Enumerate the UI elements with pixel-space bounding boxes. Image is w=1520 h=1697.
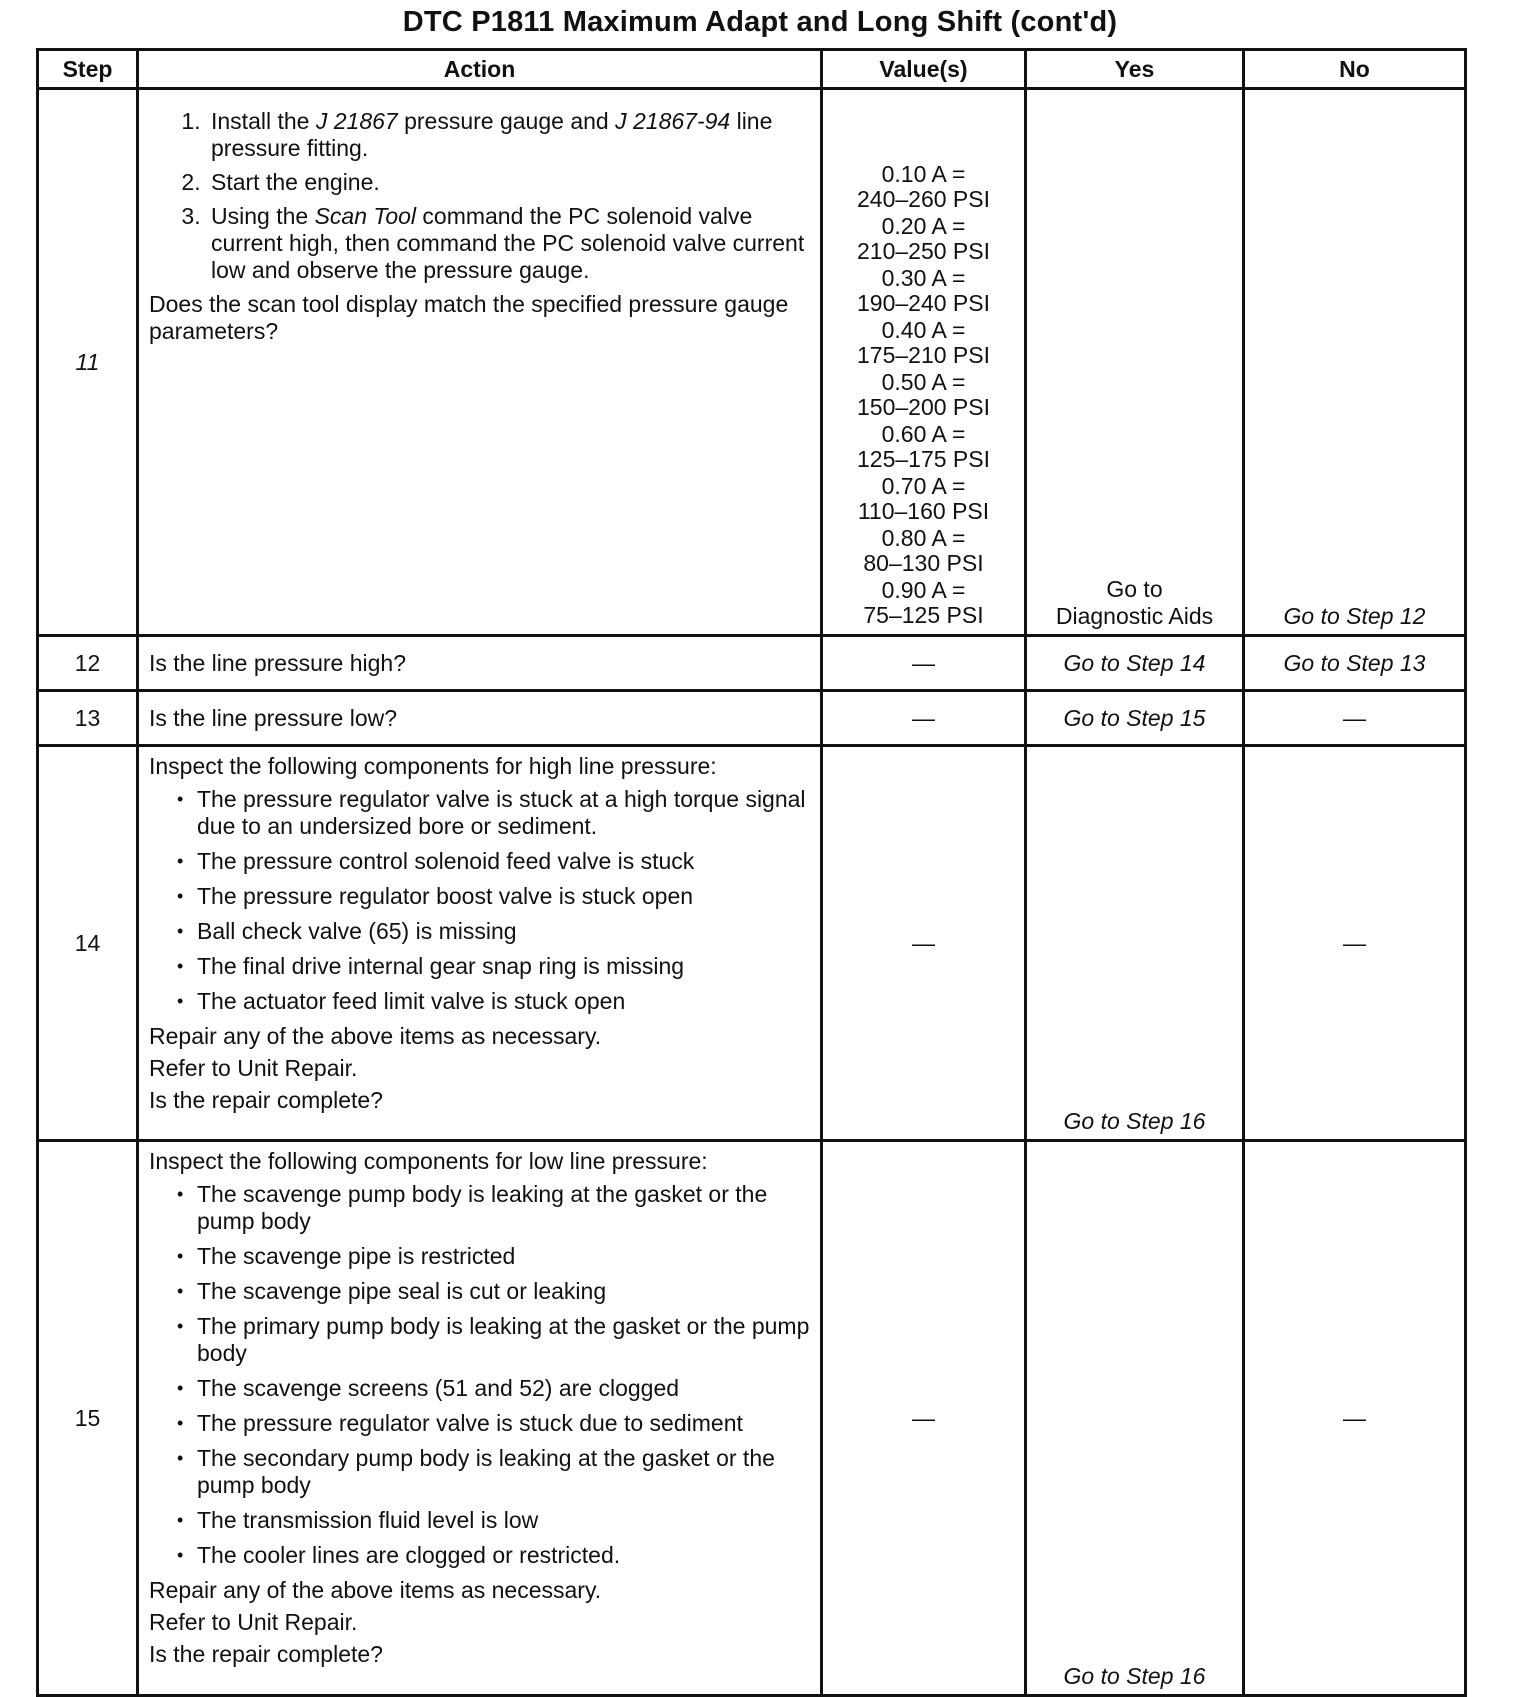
pressure-range: 80–130 PSI	[863, 550, 984, 576]
table-header-row	[38, 50, 1466, 89]
list-item-text: The scavenge screens (51 and 52) are clogged	[197, 1375, 680, 1401]
list-item-text: The pressure regulator valve is stuck due to sediment	[197, 1410, 743, 1436]
values-cell: —	[822, 691, 1026, 746]
step-number: 13	[38, 691, 138, 746]
current-value: 0.70 A =	[881, 473, 966, 499]
list-item	[177, 1542, 810, 1569]
pressure-value-item	[823, 526, 1024, 576]
procedure-item: 2. Start the engine.	[207, 169, 810, 196]
current-value: 0.60 A =	[881, 421, 966, 447]
list-item	[177, 1375, 810, 1402]
bullet-icon: •	[177, 1545, 184, 1565]
list-item-text: The pressure control solenoid feed valve is stuck	[197, 848, 695, 874]
header-action: Action	[138, 50, 822, 89]
no-cell: —	[1244, 1141, 1466, 1696]
header-values: Value(s)	[822, 50, 1026, 89]
current-value: 0.80 A =	[881, 525, 966, 551]
tool-name: Scan Tool	[314, 203, 417, 229]
list-item-text: The cooler lines are clogged or restricted.	[197, 1542, 621, 1568]
diagnostic-table	[36, 48, 1467, 1697]
pressure-value-item	[823, 578, 1024, 628]
header-yes: Yes	[1026, 50, 1244, 89]
table-row-step-14	[38, 746, 1466, 1141]
yes-cell: Go to Step 16	[1026, 1141, 1244, 1696]
yes-text: Go to	[1106, 576, 1163, 602]
current-value: 0.50 A =	[881, 369, 966, 395]
table-row-step-15	[38, 1141, 1466, 1696]
pressure-value-item	[823, 318, 1024, 368]
pressure-range: 240–260 PSI	[856, 186, 990, 212]
current-value: 0.10 A =	[881, 161, 966, 187]
list-item-text: The pressure regulator valve is stuck at a high torque signal due to an undersized bore or sediment.	[197, 786, 806, 839]
component-list	[149, 786, 810, 1015]
pressure-value-item	[823, 370, 1024, 420]
action-cell: Is the line pressure high?	[138, 636, 822, 691]
list-item-text: The transmission fluid level is low	[197, 1507, 539, 1533]
table-row-step-12	[38, 636, 1466, 691]
repair-text: Repair any of the above items as necessary.	[149, 1577, 602, 1603]
list-item-text: The actuator feed limit valve is stuck open	[197, 988, 626, 1014]
bullet-icon: •	[177, 1184, 184, 1204]
list-item-text: The scavenge pipe is restricted	[197, 1243, 516, 1269]
pressure-range: 125–175 PSI	[856, 446, 990, 472]
procedure-list	[149, 108, 810, 284]
tool-name: J 21867	[315, 108, 398, 134]
current-value: 0.90 A =	[881, 577, 966, 603]
values-cell: —	[822, 636, 1026, 691]
no-cell: Go to Step 13	[1244, 636, 1466, 691]
values-cell	[822, 89, 1026, 636]
step-number: 12	[38, 636, 138, 691]
action-cell	[138, 1141, 822, 1696]
pressure-value-item	[823, 162, 1024, 212]
list-item-text: The secondary pump body is leaking at the gasket or the pump body	[197, 1445, 775, 1498]
no-cell: Go to Step 12	[1244, 89, 1466, 636]
bullet-icon: •	[177, 991, 184, 1011]
pressure-range: 190–240 PSI	[856, 290, 990, 316]
question-text: Does the scan tool display match the specified pressure gauge parameters?	[149, 291, 789, 344]
bullet-icon: •	[177, 851, 184, 871]
intro-text: Inspect the following components for high line pressure:	[149, 753, 717, 779]
action-cell	[138, 746, 822, 1141]
list-item-text: The scavenge pipe seal is cut or leaking	[197, 1278, 607, 1304]
table-row-step-11	[38, 89, 1466, 636]
list-item-text: The primary pump body is leaking at the gasket or the pump body	[197, 1313, 810, 1366]
procedure-item: 1. Install the J 21867 pressure gauge and J 21867-94 line pressure fitting.	[207, 108, 810, 162]
bullet-icon: •	[177, 1246, 184, 1266]
list-item	[177, 1313, 810, 1367]
bullet-icon: •	[177, 789, 184, 809]
list-item	[177, 918, 810, 945]
procedure-item: 3. Using the Scan Tool command the PC solenoid valve current high, then command the PC solenoid valve current low and observe the pressure gauge.	[207, 203, 810, 284]
list-item	[177, 1278, 810, 1305]
list-item	[177, 1507, 810, 1534]
list-item	[177, 988, 810, 1015]
action-cell: Is the line pressure low?	[138, 691, 822, 746]
no-cell: —	[1244, 746, 1466, 1141]
yes-cell: Go to Step 14	[1026, 636, 1244, 691]
refer-text: Refer to Unit Repair.	[149, 1055, 358, 1081]
yes-text: Diagnostic Aids	[1055, 603, 1214, 629]
pressure-range: 75–125 PSI	[863, 602, 984, 628]
intro-text: Inspect the following components for low line pressure:	[149, 1148, 708, 1174]
tool-name: J 21867-94	[615, 108, 731, 134]
pressure-range: 210–250 PSI	[856, 238, 990, 264]
page-title: DTC P1811 Maximum Adapt and Long Shift (cont'd)	[402, 6, 1118, 38]
pressure-range: 110–160 PSI	[857, 498, 990, 524]
list-item	[177, 883, 810, 910]
pressure-value-item	[823, 474, 1024, 524]
yes-cell	[1026, 89, 1244, 636]
header-no: No	[1244, 50, 1466, 89]
bullet-icon: •	[177, 886, 184, 906]
list-item	[177, 1410, 810, 1437]
values-cell: —	[822, 746, 1026, 1141]
list-item	[177, 848, 810, 875]
current-value: 0.20 A =	[881, 213, 966, 239]
bullet-icon: •	[177, 1413, 184, 1433]
yes-cell: Go to Step 16	[1026, 746, 1244, 1141]
list-item	[177, 1445, 810, 1499]
step-number: 14	[38, 746, 138, 1141]
step-number: 15	[38, 1141, 138, 1696]
list-item	[177, 1181, 810, 1235]
list-item-text: The final drive internal gear snap ring is missing	[197, 953, 685, 979]
bullet-icon: •	[177, 1281, 184, 1301]
bullet-icon: •	[177, 1448, 184, 1468]
repair-text: Repair any of the above items as necessary.	[149, 1023, 602, 1049]
yes-cell: Go to Step 15	[1026, 691, 1244, 746]
table-row-step-13	[38, 691, 1466, 746]
list-item-text: The pressure regulator boost valve is stuck open	[197, 883, 694, 909]
pressure-values	[823, 154, 1024, 628]
pressure-value-item	[823, 422, 1024, 472]
pressure-value-item	[823, 214, 1024, 264]
bullet-icon: •	[177, 1316, 184, 1336]
question-text: Is the repair complete?	[149, 1641, 383, 1667]
bullet-icon: •	[177, 956, 184, 976]
no-cell: —	[1244, 691, 1466, 746]
current-value: 0.30 A =	[881, 265, 966, 291]
pressure-range: 175–210 PSI	[856, 342, 990, 368]
bullet-icon: •	[177, 921, 184, 941]
bullet-icon: •	[177, 1510, 184, 1530]
pressure-range: 150–200 PSI	[856, 394, 990, 420]
question-text: Is the repair complete?	[149, 1087, 383, 1113]
pressure-value-item	[823, 266, 1024, 316]
list-item-text: Ball check valve (65) is missing	[197, 918, 517, 944]
step-number: 11	[38, 89, 138, 636]
current-value: 0.40 A =	[881, 317, 966, 343]
list-item-text: The scavenge pump body is leaking at the gasket or the pump body	[197, 1181, 768, 1234]
action-cell	[138, 89, 822, 636]
list-item	[177, 786, 810, 840]
values-cell: —	[822, 1141, 1026, 1696]
refer-text: Refer to Unit Repair.	[149, 1609, 358, 1635]
list-item	[177, 1243, 810, 1270]
bullet-icon: •	[177, 1378, 184, 1398]
list-item	[177, 953, 810, 980]
component-list	[149, 1181, 810, 1569]
header-step: Step	[38, 50, 138, 89]
